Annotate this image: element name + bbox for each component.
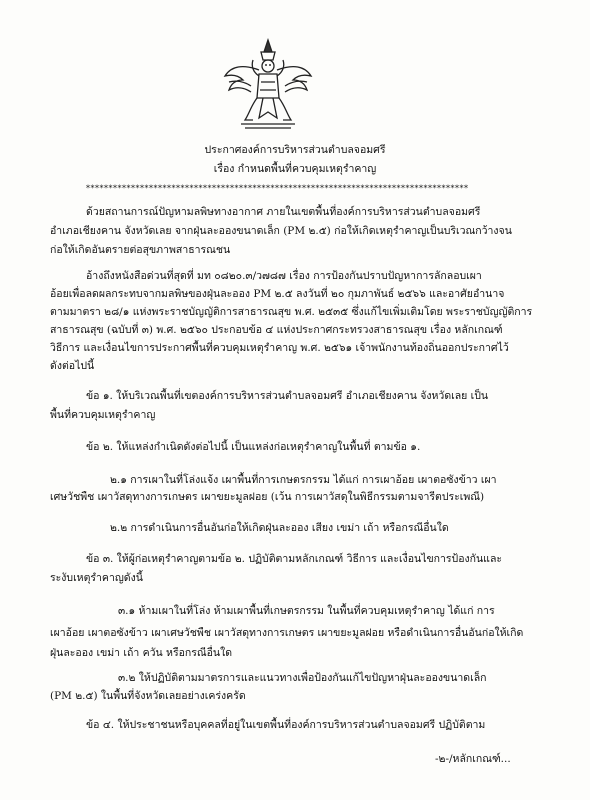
garuda-emblem-icon <box>223 36 313 136</box>
clause2-2-text: ๒.๒ การดำเนินการอื่นอันก่อให้เกิดฝุ่นละออง เสียง เขม่า เถ้า หรือกรณีอื่นใด <box>110 522 449 534</box>
para1-line-2: อำเภอเชียงคาน จังหวัดเลย จากฝุ่นละอองขนาดเล็ก (PM ๒.๕) ก่อให้เกิดเหตุรำคาญเป็นบริเวณกว้างจน <box>50 225 512 237</box>
separator-line: ************************************************************************************* <box>86 184 469 193</box>
clause2-text: ข้อ ๒. ให้แหล่งกำเนิดดังต่อไปนี้ เป็นแหล่งก่อเหตุรำคาญในพื้นที่ ตามข้อ ๑. <box>86 441 421 453</box>
clause3-2-line-1: ๓.๒ ให้ปฏิบัติตามมาตรการและแนวทางเพื่อป้องกันแก้ไขปัญหาฝุ่นละอองขนาดเล็ก <box>118 672 487 684</box>
announcement-title: ประกาศองค์การบริหารส่วนตำบลจอมศรี <box>204 144 386 156</box>
para2-line-4: สาธารณสุข (ฉบับที่ ๓) พ.ศ. ๒๕๖๐ ประกอบข้อ ๔ แห่งประกาศกระทรวงสาธารณสุข เรื่อง หลักเกณฑ์ <box>50 324 503 336</box>
clause3-line-2: ระงับเหตุรำคาญดังนี้ <box>50 572 143 584</box>
para2-line-3: ตามมาตรา ๒๘/๑ แห่งพระราชบัญญัติการสาธารณสุข พ.ศ. ๒๕๓๕ ซึ่งแก้ไขเพิ่มเติมโดย พระราชบัญญัติการ <box>50 306 533 318</box>
clause3-2-line-2: (PM ๒.๕) ในพื้นที่จังหวัดเลยอย่างเคร่งครัด <box>50 690 246 702</box>
clause2-1-line-1: ๒.๑ การเผาในที่โล่งแจ้ง เผาพื้นที่การเกษตรกรรม ได้แก่ การเผาอ้อย เผาตอซังข้าว เผา <box>110 474 497 486</box>
announcement-subject: เรื่อง กำหนดพื้นที่ควบคุมเหตุรำคาญ <box>213 163 377 175</box>
para1-line-1: ด้วยสถานการณ์ปัญหามลพิษทางอากาศ ภายในเขตพื้นที่องค์การบริหารส่วนตำบลจอมศรี <box>86 206 481 218</box>
clause1-line-1: ข้อ ๑. ให้บริเวณพื้นที่เขตองค์การบริหารส่วนตำบลจอมศรี อำเภอเชียงคาน จังหวัดเลย เป็น <box>86 390 489 402</box>
para2-line-6: ดังต่อไปนี้ <box>50 360 95 372</box>
clause1-line-2: พื้นที่ควบคุมเหตุรำคาญ <box>50 409 156 421</box>
clause4-text: ข้อ ๔. ให้ประชาชนหรือบุคคลที่อยู่ในเขตพื้นที่องค์การบริหารส่วนตำบลจอมศรี ปฏิบัติตาม <box>86 719 486 731</box>
clause3-1-line-1: ๓.๑ ห้ามเผาในที่โล่ง ห้ามเผาพื้นที่เกษตรกรรม ในพื้นที่ควบคุมเหตุรำคาญ ได้แก่ การ <box>118 605 495 617</box>
clause3-1-line-2: เผาอ้อย เผาตอซังข้าว เผาเศษวัชพืช เผาวัสดุทางการเกษตร เผาขยะมูลฝอย หรือดำเนินการอื่นอันก่อให้เกิด <box>50 627 524 639</box>
para2-line-2: อ้อยเพื่อลดผลกระทบจากมลพิษของฝุ่นละออง PM ๒.๕ ลงวันที่ ๒๐ กุมภาพันธ์ ๒๕๖๖ และอาศัยอำนาจ <box>50 288 505 300</box>
clause2-1-line-2: เศษวัชพืช เผาวัสดุทางการเกษตร เผาขยะมูลฝอย (เว้น การเผาวัสดุในพิธีกรรมตามจารีตประเพณี) <box>50 491 485 503</box>
para2-line-5: วิธีการ และเงื่อนไขการประกาศพื้นที่ควบคุมเหตุรำคาญ พ.ศ. ๒๕๖๑ เจ้าพนักงานท้องถิ่นออกประกาศไว้ <box>50 342 509 354</box>
page-continuation: -๒-/หลักเกณฑ์... <box>435 753 511 765</box>
clause3-1-line-3: ฝุ่นละออง เขม่า เถ้า ควัน หรือกรณีอื่นใด <box>50 647 233 659</box>
clause3-line-1: ข้อ ๓. ให้ผู้ก่อเหตุรำคาญตามข้อ ๒. ปฏิบัติตามหลักเกณฑ์ วิธีการ และเงื่อนไขการป้องกันและ <box>86 553 503 565</box>
para1-line-3: ก่อให้เกิดอันตรายต่อสุขภาพสาธารณชน <box>50 244 231 256</box>
para2-line-1: อ้างถึงหนังสือด่วนที่สุดที่ มท ๐๘๒๐.๓/ว๗๘๗ เรื่อง การป้องกันปราบปัญหาการลักลอบเผา <box>86 270 482 282</box>
